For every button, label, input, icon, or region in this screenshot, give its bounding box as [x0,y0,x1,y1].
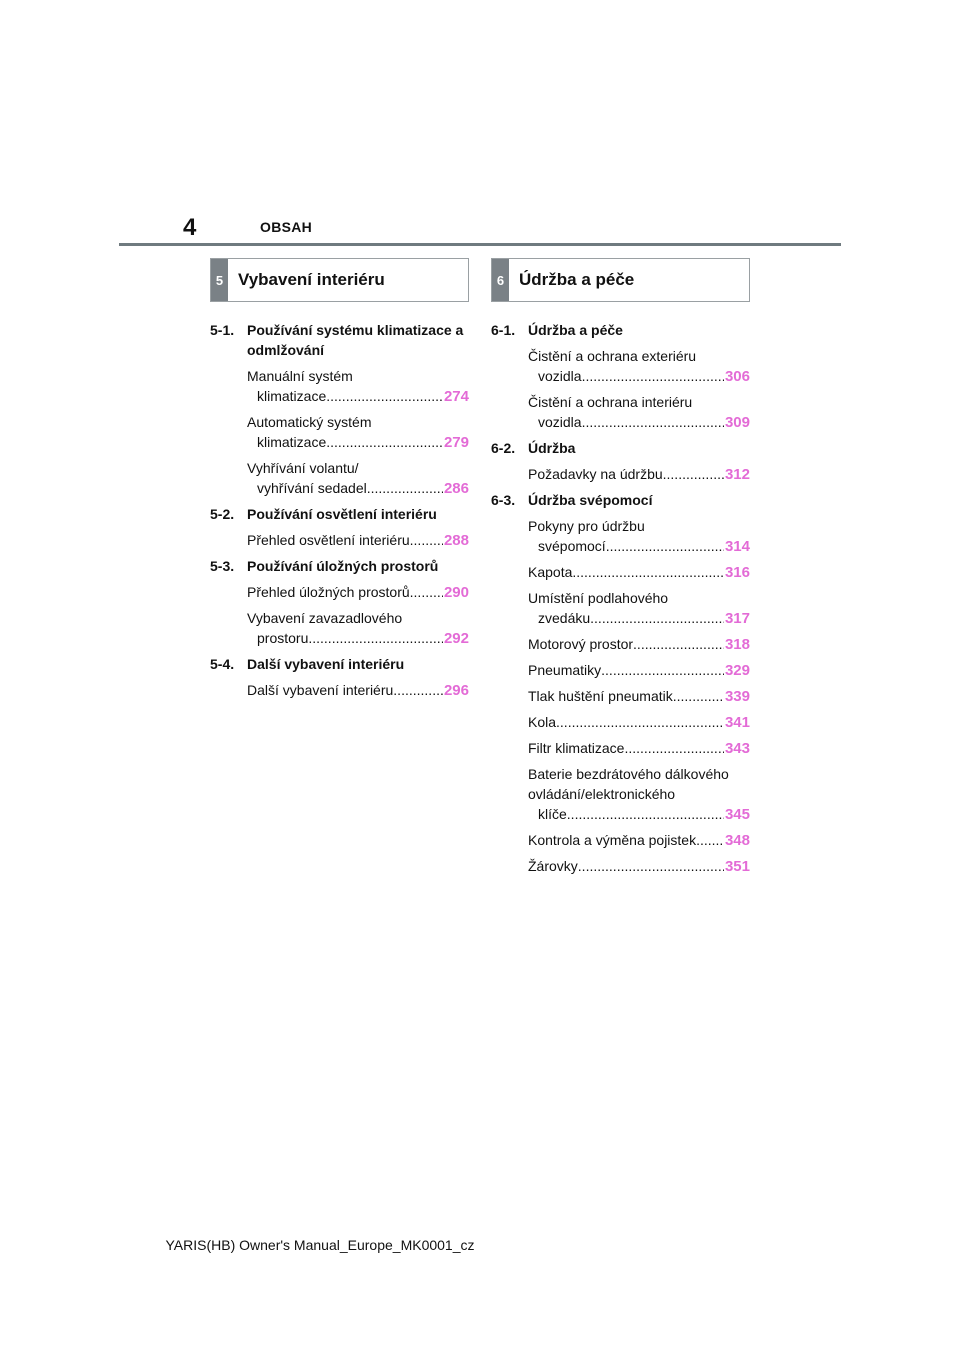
entry-title-text: Tlak huštění pneumatik [528,688,673,704]
chapter-title: Údržba svépomocí [528,492,653,508]
dot-leader [696,830,724,850]
page-reference[interactable]: 345 [724,806,750,823]
dot-leader [663,464,724,484]
page-reference[interactable]: 296 [443,682,469,699]
dot-leader [410,530,443,550]
entry-title-text: Kola [528,714,557,730]
page-reference[interactable]: 318 [724,636,750,653]
toc-entry[interactable] [247,458,469,499]
running-header-title: OBSAH [260,219,313,235]
page-reference[interactable]: 329 [724,662,750,679]
chapter-number: 5-4. [210,656,235,672]
entry-title-text: Filtr klimatizace [528,740,625,756]
entry-title-text: svépomocí [538,538,606,554]
section-header-5 [210,258,469,302]
entry-title-text: klimatizace [257,434,327,450]
page-reference[interactable]: 290 [443,584,469,601]
dot-leader [326,432,443,452]
entry-title-text: Žárovky [528,858,578,874]
chapter-number: 6-3. [491,492,516,508]
toc-entry[interactable] [247,412,469,453]
entry-title-text: vozidla [538,368,582,384]
page-reference[interactable]: 341 [724,714,750,731]
chapter-heading[interactable] [491,490,750,510]
page-reference[interactable]: 339 [724,688,750,705]
page-reference[interactable]: 306 [724,368,750,385]
chapter-number: 5-1. [210,322,235,338]
page-reference[interactable]: 279 [443,434,469,451]
entry-title-line: Pokyny pro údržbu [528,518,645,534]
toc-entry[interactable] [528,516,750,557]
page-reference[interactable]: 351 [724,858,750,875]
page-reference[interactable]: 292 [443,630,469,647]
toc-entry[interactable] [247,530,469,551]
dot-leader [572,562,724,582]
entry-title-text: Kontrola a výměna pojistek [528,832,697,848]
dot-leader [578,856,724,876]
chapter-heading[interactable] [210,504,469,524]
page-reference[interactable]: 343 [724,740,750,757]
entry-title-line: Baterie bezdrátového dálkového ovládání/elektronického [528,766,729,802]
chapter-title: Používání úložných prostorů [247,558,439,574]
entry-title-text: Další vybavení interiéru [247,682,394,698]
entry-title-text: zvedáku [538,610,591,626]
dot-leader [393,680,443,700]
dot-leader [582,412,724,432]
entry-title-text: prostoru [257,630,309,646]
toc-entry[interactable] [528,738,750,759]
dot-leader [606,536,724,556]
chapter-title: Údržba [528,440,576,456]
entry-title-text: Přehled osvětlení interiéru [247,532,410,548]
page-reference[interactable]: 286 [443,480,469,497]
entry-title-line: Čistění a ochrana exteriéru [528,348,697,364]
chapter-heading[interactable] [491,438,750,458]
chapter-number: 6-2. [491,440,516,456]
page-reference[interactable]: 316 [724,564,750,581]
dot-leader [367,478,443,498]
page-reference[interactable]: 312 [724,466,750,483]
toc-entry[interactable] [528,464,750,485]
chapter-number: 5-2. [210,506,235,522]
dot-leader [308,628,443,648]
dot-leader [624,738,724,758]
entry-title-text: vozidla [538,414,582,430]
dot-leader [633,634,724,654]
entry-title-text: Pneumatiky [528,662,602,678]
chapter-heading[interactable] [210,556,469,576]
toc-entry[interactable] [247,582,469,603]
dot-leader [326,386,443,406]
entry-title-text: Motorový prostor [528,636,634,652]
dot-leader [410,582,443,602]
page-reference[interactable]: 317 [724,610,750,627]
dot-leader [582,366,724,386]
entry-title-line: Čistění a ochrana interiéru [528,394,693,410]
section-title: Vybavení interiéru [238,270,385,289]
toc-entry[interactable] [528,588,750,629]
page-number: 4 [183,214,197,241]
toc-entry[interactable] [247,366,469,407]
section-title: Údržba a péče [519,270,635,289]
toc-entry[interactable] [528,634,750,655]
entry-title-text: klíče [538,806,567,822]
toc-entry[interactable] [528,712,750,733]
toc-entry[interactable] [528,830,750,851]
dot-leader [673,686,724,706]
toc-entry[interactable] [247,680,469,701]
dot-leader [601,660,724,680]
page-reference[interactable]: 288 [443,532,469,549]
entry-title-text: klimatizace [257,388,327,404]
dot-leader [567,804,724,824]
dot-leader [590,608,724,628]
section-number-tab: 5 [211,259,228,301]
header-divider [119,243,841,246]
chapter-title: Údržba a péče [528,322,623,338]
toc-entry[interactable] [528,660,750,681]
toc-entry[interactable] [528,562,750,583]
section-number-tab: 6 [492,259,509,301]
toc-entry[interactable] [528,346,750,387]
entry-title-line: Automatický systém [247,414,372,430]
chapter-number: 5-3. [210,558,235,574]
section-header-6 [491,258,750,302]
toc-column-right [491,258,750,882]
entry-title-text: Přehled úložných prostorů [247,584,410,600]
dot-leader [556,712,724,732]
page-reference[interactable]: 314 [724,538,750,555]
toc-entry[interactable] [528,392,750,433]
toc-entry[interactable] [528,856,750,877]
chapter-heading[interactable] [210,320,469,360]
entry-title-text: vyhřívání sedadel [257,480,367,496]
footer-text: YARIS(HB) Owner's Manual_Europe_MK0001_cz [165,1237,475,1253]
chapter-heading[interactable] [491,320,750,340]
toc-column-left [210,258,469,706]
toc-entry[interactable] [247,608,469,649]
entry-title-line: Umístění podlahového [528,590,669,606]
entry-title-line: Vyhřívání volantu/ [247,460,359,476]
entry-title-text: Kapota [528,564,573,580]
chapter-title: Používání systému klimatizace a odmlžování [247,322,464,358]
page-reference[interactable]: 309 [724,414,750,431]
entry-title-line: Vybavení zavazadlového [247,610,403,626]
page-reference[interactable]: 348 [724,832,750,849]
chapter-heading[interactable] [210,654,469,674]
chapter-number: 6-1. [491,322,516,338]
chapter-title: Používání osvětlení interiéru [247,506,437,522]
chapter-title: Další vybavení interiéru [247,656,405,672]
toc-entry[interactable] [528,686,750,707]
entry-title-text: Požadavky na údržbu [528,466,663,482]
entry-title-line: Manuální systém [247,368,353,384]
page-reference[interactable]: 274 [443,388,469,405]
toc-entry[interactable] [528,764,750,825]
